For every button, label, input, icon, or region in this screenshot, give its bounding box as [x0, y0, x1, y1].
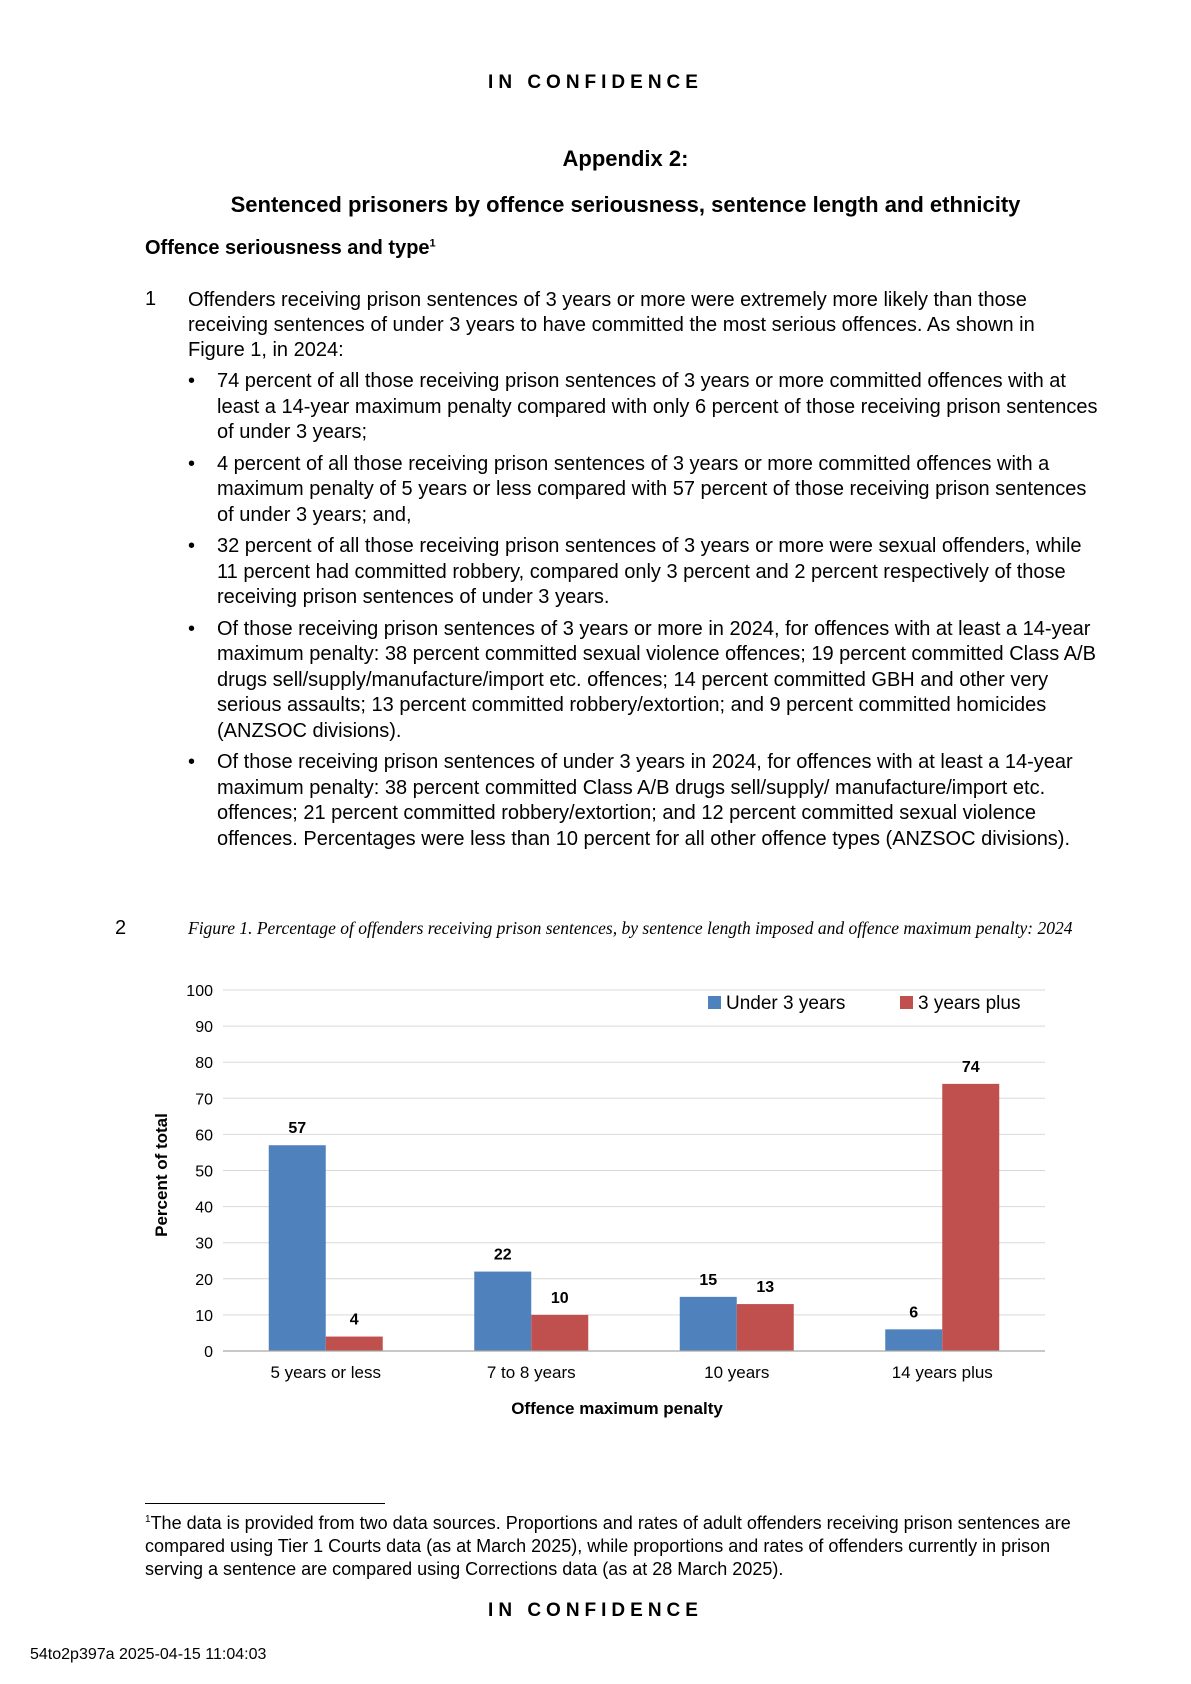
x-axis-label: Offence maximum penalty: [511, 1399, 723, 1418]
legend-label: 3 years plus: [918, 993, 1021, 1014]
x-tick-label: 5 years or less: [270, 1363, 382, 1382]
y-tick-label: 80: [195, 1055, 213, 1073]
bar: [737, 1304, 794, 1351]
y-tick-label: 50: [195, 1163, 213, 1181]
bar: [474, 1272, 531, 1351]
data-label: 15: [699, 1271, 718, 1289]
y-tick-label: 0: [204, 1344, 213, 1361]
legend-swatch: [900, 996, 913, 1009]
x-tick-label: 7 to 8 years: [486, 1363, 576, 1382]
bullet-text: Of those receiving prison sentences of 3 years or more in 2024, for offences with at least a 14-year maximum penalty: 38 percent committed sexual violence offences; 19 percent committed Class A/B drugs sell/supply/manufacture/import etc. offences; 14 percent committed GBH and other very serious assaults; 13 percent committed robbery/extortion; and 9 percent committed homicides (ANZSOC divisions).: [217, 617, 1096, 742]
chart-gridlines: [223, 990, 1045, 1315]
bullet-icon: •: [188, 617, 196, 640]
y-tick-label: 10: [195, 1307, 213, 1325]
bullet-icon: •: [188, 370, 196, 392]
bullet-text: 74 percent of all those receiving prison sentences of 3 years or more committed offences with at least a 14-year maximum penalty compared with only 6 percent of those receiving prison sentences of under 3 years;: [217, 370, 1098, 443]
bullet-list: [185, 369, 1105, 858]
data-label: 4: [349, 1311, 359, 1329]
data-label: 6: [909, 1304, 919, 1322]
footnote-ref: 1: [429, 237, 436, 250]
data-label: 22: [493, 1246, 512, 1264]
header-confidential: IN CONFIDENCE: [488, 72, 703, 93]
legend-swatch: [708, 996, 721, 1009]
bar: [269, 1145, 326, 1351]
list-item: [185, 534, 1105, 611]
data-label: 13: [756, 1279, 775, 1297]
x-tick-label: 14 years plus: [891, 1363, 993, 1382]
chart-bars: [269, 1084, 1000, 1351]
y-tick-label: 100: [186, 983, 213, 1000]
y-tick-label: 30: [195, 1235, 213, 1253]
bullet-icon: •: [188, 452, 196, 475]
y-tick-label: 20: [195, 1271, 213, 1289]
paragraph-1-text: Offenders receiving prison sentences of 3 years or more were extremely more likely than those receiving sentences of under 3 years to have committed the most serious offences. As shown in Figure 1, in 2024:: [188, 289, 1035, 361]
list-item: [185, 369, 1105, 446]
bullet-text: 32 percent of all those receiving prison sentences of 3 years or more were sexual offenders, while 11 percent had committed robbery, compared only 3 percent and 2 percent respectively of those receiving prison sentences of under 3 years.: [217, 535, 1082, 608]
chart-legend: [708, 993, 1020, 1014]
bar-chart: [140, 970, 1060, 1440]
list-item: [185, 452, 1105, 529]
y-tick-label: 90: [195, 1019, 213, 1037]
footnote-divider: [145, 1503, 385, 1504]
list-item: [185, 617, 1105, 745]
bullet-text: Of those receiving prison sentences of under 3 years in 2024, for offences with at least a 14-year maximum penalty: 38 percent committed Class A/B drugs sell/supply/ manufacture/import etc. offences; 21 percent committed robbery/extortion; and 12 percent committed sexual violence offences. Percentages were less than 10 percent for all other offence types (ANZSOC divisions).: [217, 751, 1073, 850]
bar: [885, 1329, 942, 1351]
bar: [942, 1084, 999, 1351]
y-tick-label: 40: [195, 1199, 213, 1217]
y-axis-label: Percent of total: [152, 1113, 171, 1237]
paragraph-number-1: 1: [145, 288, 157, 310]
footnote-marker: 1: [145, 1514, 151, 1525]
data-label: 57: [288, 1120, 307, 1138]
footer-confidential: IN CONFIDENCE: [488, 1600, 703, 1621]
data-label: 74: [961, 1058, 980, 1076]
x-axis-ticks: [270, 1363, 992, 1382]
y-tick-label: 60: [195, 1127, 213, 1145]
bar: [680, 1297, 737, 1351]
list-item: [185, 750, 1105, 852]
appendix-heading: Appendix 2:: [562, 146, 689, 171]
page-title: Sentenced prisoners by offence seriousness, sentence length and ethnicity: [230, 192, 1021, 217]
footnote-text: The data is provided from two data sources. Proportions and rates of adult offenders receiving prison sentences are compared using Tier 1 Courts data (as at March 2025), while proportions and rates of offenders currently in prison serving a sentence are compared using Corrections data (as at 28 March 2025).: [145, 1513, 1071, 1579]
legend-label: Under 3 years: [726, 993, 846, 1014]
document-stamp: 54to2p397a 2025-04-15 11:04:03: [30, 1646, 267, 1663]
y-tick-label: 70: [195, 1091, 213, 1109]
footnote: [145, 1508, 1075, 1581]
x-tick-label: 10 years: [704, 1363, 770, 1382]
bullet-text: 4 percent of all those receiving prison sentences of 3 years or more committed offences with a maximum penalty of 5 years or less compared with 57 percent of those receiving prison sentences of under 3 years; and,: [217, 452, 1087, 526]
section-heading: [145, 237, 436, 260]
data-labels: [288, 1059, 979, 1329]
bar: [531, 1315, 588, 1351]
bar: [326, 1337, 383, 1351]
data-label: 10: [550, 1289, 569, 1307]
paragraph-number-2: 2: [115, 917, 127, 939]
section-heading-text: Offence seriousness and type: [145, 237, 430, 259]
bullet-icon: •: [188, 751, 196, 773]
figure-caption: Figure 1. Percentage of offenders receiving prison sentences, by sentence length imposed and offence maximum penalty: 2024: [188, 918, 1073, 938]
y-axis-ticks: [186, 983, 213, 1361]
bullet-icon: •: [188, 535, 196, 557]
